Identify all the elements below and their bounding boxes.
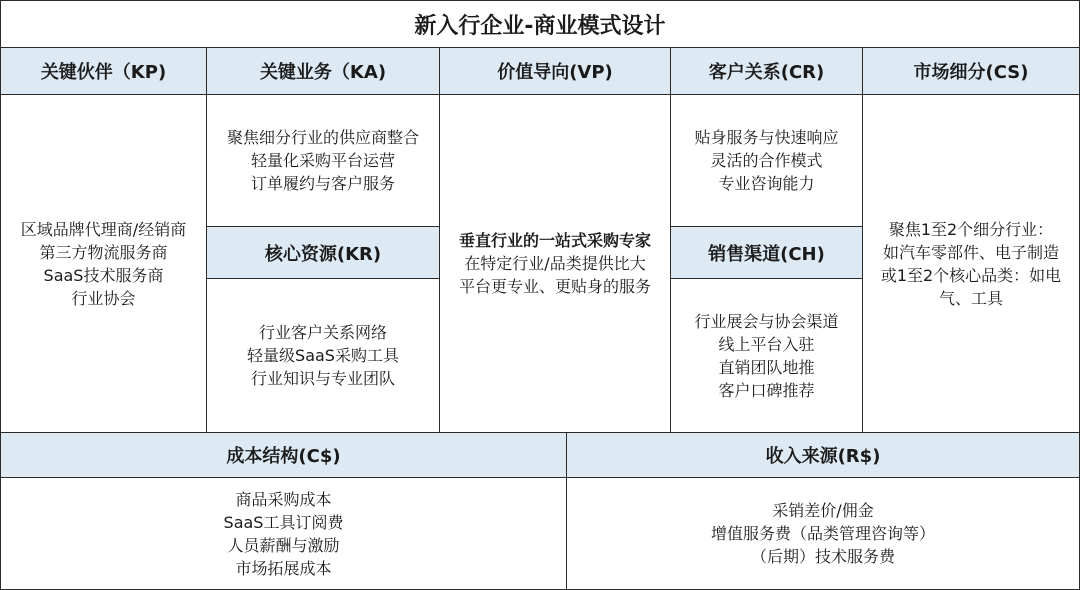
revenue-line: 增值服务费（品类管理咨询等）: [710, 524, 935, 543]
ka-line: 订单履约与客户服务: [250, 174, 395, 193]
cr-line: 专业咨询能力: [718, 174, 815, 193]
revenue-line: （后期）技术服务费: [750, 547, 895, 566]
cost-header: [0, 432, 567, 478]
cost-line: 商品采购成本: [235, 489, 332, 509]
cost-line: 人员薪酬与激励: [227, 535, 340, 555]
cs-header: [862, 47, 1080, 95]
kp-header-text: 关键伙伴（KP): [40, 62, 167, 83]
cr-body: [670, 94, 863, 227]
kr-line: 轻量级SaaS采购工具: [247, 346, 399, 365]
revenue-header: [566, 432, 1080, 478]
cs-line: 如汽车零部件、电子制造: [882, 242, 1059, 262]
kr-body: [206, 278, 440, 433]
ch-line: 行业展会与协会渠道: [694, 311, 839, 331]
kr-header-text: 核心资源(KR): [264, 243, 382, 265]
ka-body: [206, 94, 440, 227]
kp-line: SaaS技术服务商: [43, 265, 164, 285]
kp-line: 行业协会: [71, 288, 136, 308]
revenue-body: [566, 477, 1080, 590]
cs-body: [862, 94, 1080, 433]
cs-line: 或1至2个核心品类：如电: [880, 265, 1062, 285]
vp-body: [439, 94, 671, 433]
cr-line: 贴身服务与快速响应: [694, 128, 839, 147]
ch-header: [670, 226, 863, 279]
cs-line: 聚焦1至2个细分行业：: [888, 219, 1054, 239]
vp-line: 在特定行业/品类提供比大: [464, 254, 646, 273]
kr-header: [206, 226, 440, 279]
kp-header: [0, 47, 207, 95]
ka-header: [206, 47, 440, 95]
ka-header-text: 关键业务（KA): [259, 62, 387, 83]
kp-body: [0, 94, 207, 433]
cost-body: [0, 477, 567, 590]
cost-line: SaaS工具订阅费: [223, 512, 344, 532]
cs-line: 气、工具: [938, 288, 1003, 308]
ka-line: 轻量化采购平台运营: [250, 151, 395, 170]
cr-header-text: 客户关系(CR): [708, 62, 825, 83]
vp-header: [439, 47, 671, 95]
cr-header: [670, 47, 863, 95]
revenue-line: 采销差价/佣金: [772, 501, 874, 520]
ka-line: 聚焦细分行业的供应商整合: [226, 128, 419, 147]
ch-header-text: 销售渠道(CH): [708, 243, 825, 265]
cr-line: 灵活的合作模式: [710, 151, 823, 170]
ch-line: 线上平台入驻: [718, 334, 815, 354]
cost-header-text: 成本结构(C$): [226, 446, 341, 467]
cost-line: 市场拓展成本: [235, 558, 332, 578]
ch-line: 客户口碑推荐: [718, 380, 815, 400]
vp-header-text: 价值导向(VP): [497, 62, 613, 83]
revenue-header-text: 收入来源(R$): [765, 446, 881, 467]
canvas-title-text: 新入行企业-商业模式设计: [414, 13, 666, 39]
kr-line: 行业客户关系网络: [258, 323, 387, 342]
cs-header-text: 市场细分(CS): [913, 62, 1029, 83]
kp-line: 第三方物流服务商: [39, 242, 168, 262]
vp-line: 平台更专业、更贴身的服务: [458, 277, 651, 296]
kp-line: 区域品牌代理商/经销商: [20, 219, 187, 239]
ch-body: [670, 278, 863, 433]
kr-line: 行业知识与专业团队: [250, 369, 395, 388]
ch-line: 直销团队地推: [718, 357, 815, 377]
vp-headline: 垂直行业的一站式采购专家: [458, 231, 651, 250]
canvas-title: [0, 0, 1080, 48]
